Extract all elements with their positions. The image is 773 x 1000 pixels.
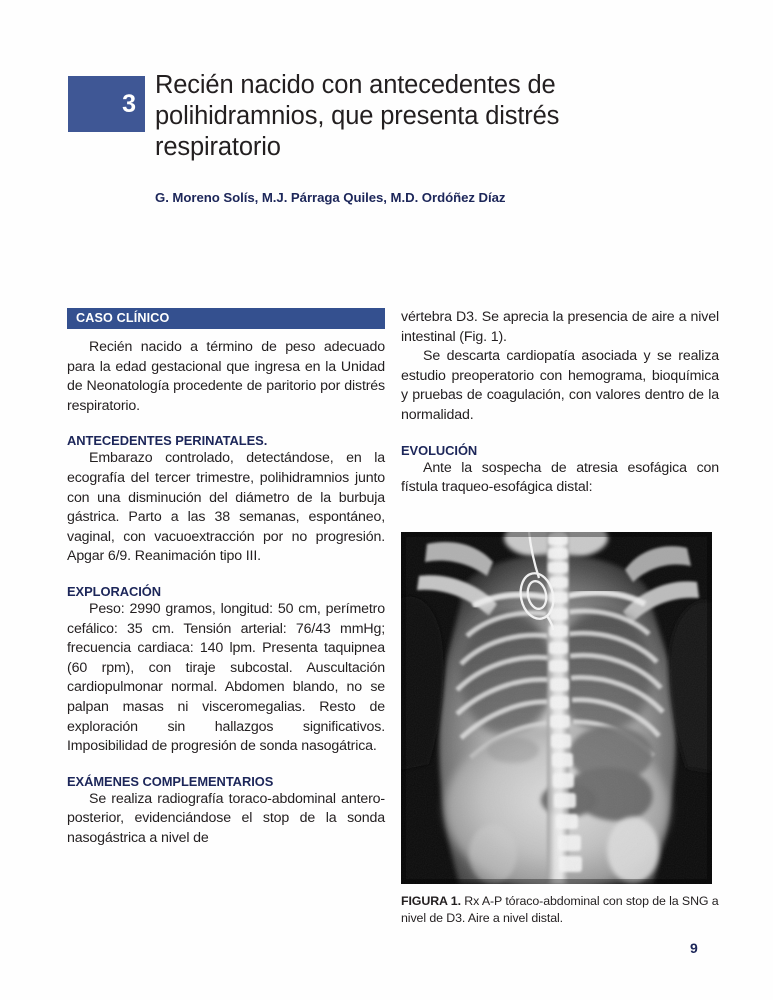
page-number: 9 [690, 940, 698, 956]
section-heading-exploracion: EXPLORACIÓN [67, 583, 161, 599]
paragraph-intro: Recién nacido a término de peso adecuado para la edad gestacional que ingresa en la Unidad de Neonatología procedente de paritorio por distrés respiratorio. [67, 339, 385, 414]
paragraph-examenes: Se realiza radiografía toraco-abdominal antero-posterior, evidenciándose el stop de la sonda nasogástrica a nivel de [67, 790, 385, 846]
figure-label: FIGURA 1. [401, 894, 461, 908]
section-heading-antecedentes: ANTECEDENTES PERINATALES. [67, 433, 268, 449]
chapter-number-badge: 3 [68, 76, 145, 132]
figure-caption-text: Rx A-P tóraco-abdominal con stop de la SNG a nivel de D3. Aire a nivel distal. [401, 894, 719, 925]
figure-1 [401, 532, 712, 884]
section-heading-evolucion: EVOLUCIÓN [401, 442, 478, 458]
section-bar-caso-clinico: CASO CLÍNICO [67, 308, 385, 329]
right-column [401, 308, 719, 498]
section-heading-examenes: EXÁMENES COMPLEMENTARIOS [67, 773, 274, 789]
paragraph-continuation: vértebra D3. Se aprecia la presencia de aire a nivel intestinal (Fig. 1). [401, 309, 719, 345]
paragraph-evolucion: Ante la sospecha de atresia esofágica con fístula traqueo-esofágica distal: [401, 459, 719, 496]
paragraph-cardiopatia: Se descarta cardiopatía asociada y se realiza estudio preoperatorio con hemograma, bioquímica y pruebas de coagulación, con valores dentro de la normalidad. [401, 348, 719, 423]
author-list: G. Moreno Solís, M.J. Párraga Quiles, M.D. Ordóñez Díaz [155, 190, 506, 205]
xray-image [401, 532, 712, 884]
xray-radiograph-graphic [401, 532, 712, 884]
figure-caption [401, 893, 719, 926]
page-title: Recién nacido con antecedentes de polihidramnios, que presenta distrés respiratorio [155, 71, 560, 161]
paragraph-exploracion: Peso: 2990 gramos, longitud: 50 cm, perímetro cefálico: 35 cm. Tensión arterial: 76/43 mmHg; frecuencia cardiaca: 140 lpm. Presenta taquipnea (60 rpm), con tiraje subcostal. Auscultación cardiopulmonar normal. Abdomen blando, no se palpan masas ni visceromegalias. Resto de exploración sin hallazgos significativos. Imposibilidad de progresión de sonda nasogátrica. [67, 600, 385, 755]
left-column [67, 308, 385, 848]
paragraph-antecedentes: Embarazo controlado, detectándose, en la ecografía del tercer trimestre, polihidramnios junto con una disminución del diámetro de la burbuja gástrica. Parto a las 38 semanas, espontáneo, vaginal, con vacuoextracción por no progresión. Apgar 6/9. Reanimación tipo III. [67, 450, 385, 565]
